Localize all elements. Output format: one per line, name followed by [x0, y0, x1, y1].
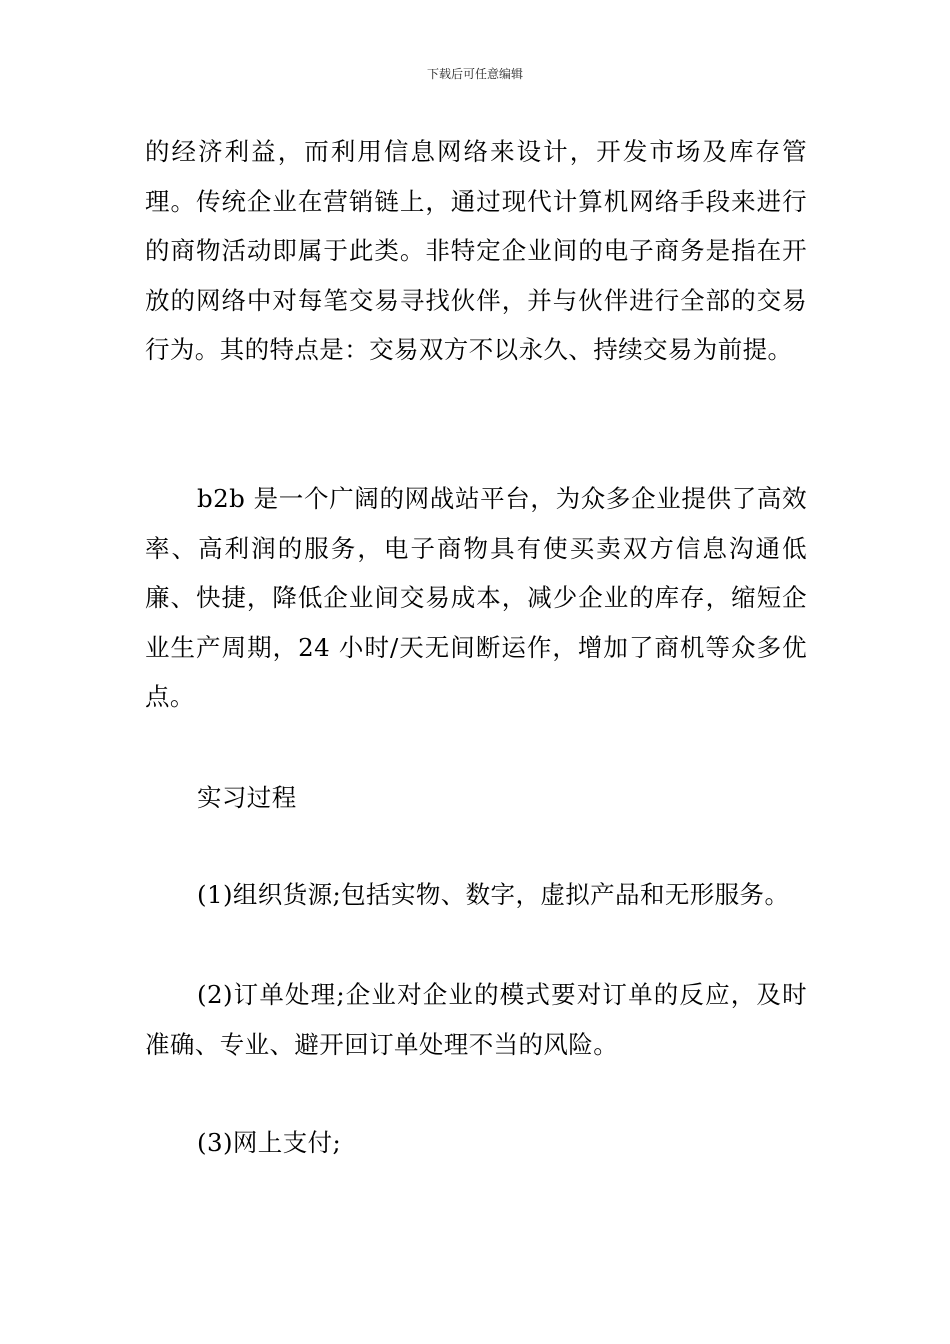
paragraph-item-1: (1)组织货源;包括实物、数字，虚拟产品和无形服务。: [197, 880, 790, 909]
paragraph-b2b: b2b 是一个广阔的网战站平台，为众多企业提供了高效率、高利润的服务，电子商物具有使买卖双方信息沟通低廉、快捷，降低企业间交易成本，减少企业的库存，缩短企业生产周期，24 小时/天无间断运作，增加了商机等众多优点。: [145, 484, 807, 712]
paragraph-item-3: (3)网上支付;: [197, 1128, 342, 1157]
section-heading-internship-process: 实习过程: [197, 783, 297, 812]
paragraph-item-2: (2)订单处理;企业对企业的模式要对订单的反应，及时准确、专业、避开回订单处理不当的风险。: [145, 980, 807, 1059]
paragraph-continuation: 的经济利益，而利用信息网络来设计，开发市场及库存管理。传统企业在营销链上，通过现代计算机网络手段来进行的商物活动即属于此类。非特定企业间的电子商务是指在开放的网络中对每笔交易寻找伙伴，并与伙伴进行全部的交易行为。其的特点是：交易双方不以永久、持续交易为前提。: [145, 137, 807, 365]
page-header: 下载后可任意编辑: [426, 67, 523, 81]
